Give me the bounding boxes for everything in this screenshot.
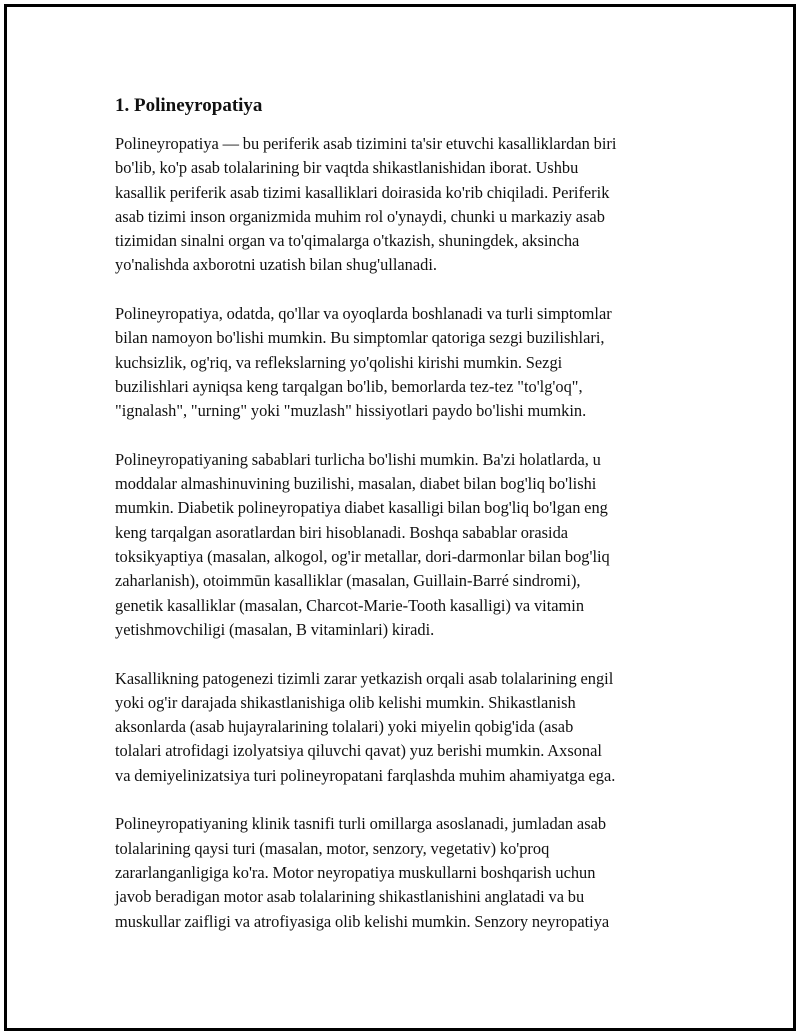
text-line: "ignalash", "urning" yoki "muzlash" hissiyotlari paydo bo'lishi mumkin. [115,401,587,421]
text-line: tizimidan sinalni organ va to'qimalarga o'tkazish, shuningdek, aksincha [115,231,580,251]
text-line: toksikyaptiya (masalan, alkogol, og'ir metallar, dori-darmonlar bilan bog'liq [115,547,610,567]
paragraph-5 [115,812,685,933]
text-line: javob beradigan motor asab tolalarining shikastlanishini anglatadi va bu [115,887,585,907]
text-line: moddalar almashinuvining buzilishi, masalan, diabet bilan bog'liq bo'lishi [115,474,597,494]
section-heading: 1. Polineyropatiya [115,95,263,116]
text-line: yetishmovchiligi (masalan, B vitaminlari) kiradi. [115,619,435,639]
text-line: yoki og'ir darajada shikastlanishiga olib kelishi mumkin. Shikastlanish [115,692,576,712]
paragraph-3 [115,448,685,642]
text-line: kasallik periferik asab tizimi kasalliklari doirasida ko'rib chiqiladi. Periferik [115,182,610,202]
text-line: bilan namoyon bo'lishi mumkin. Bu simptomlar qatoriga sezgi buzilishlari, [115,328,605,348]
text-line: Polineyropatiyaning sabablari turlicha bo'lishi mumkin. Ba'zi holatlarda, u [115,449,601,469]
text-line: keng tarqalgan asoratlardan biri hisoblanadi. Boshqa sabablar orasida [115,522,569,542]
text-line: zaharlanish), otoimmūn kasalliklar (masalan, Guillain-Barré sindromi), [115,571,581,591]
text-line: aksonlarda (asab hujayralarining tolalari) yoki miyelin qobig'ida (asab [115,717,574,737]
text-line: mumkin. Diabetik polineyropatiya diabet kasalligi bilan bog'liq bo'lgan eng [115,498,608,518]
paragraph-4 [115,667,685,788]
text-line: Polineyropatiyaning klinik tasnifi turli omillarga asoslanadi, jumladan asab [115,814,607,834]
text-line: Polineyropatiya — bu periferik asab tizimini ta'sir etuvchi kasalliklardan biri [115,134,617,153]
paragraph-1 [115,132,685,278]
paragraph-2 [115,302,685,423]
text-line: muskullar zaifligi va atrofiyasiga olib kelishi mumkin. Senzory neyropatiya [115,911,610,931]
text-line: Kasallikning patogenezi tizimli zarar yetkazish orqali asab tolalarining engil [115,668,614,688]
text-line: Polineyropatiya, odatda, qo'llar va oyoqlarda boshlanadi va turli simptomlar [115,304,612,324]
text-line: zararlanganligiga ko'ra. Motor neyropatiya muskullarni boshqarish uchun [115,862,596,882]
text-line: yo'nalishda axborotni uzatish bilan shug'ullanadi. [115,255,437,275]
text-line: tolalarining qaysi turi (masalan, motor, senzory, vegetativ) ko'proq [115,838,550,858]
text-line: genetik kasalliklar (masalan, Charcot-Marie-Tooth kasalligi) va vitamin [115,595,585,615]
text-line: bo'lib, ko'p asab tolalarining bir vaqtda shikastlanishidan iborat. Ushbu [115,158,579,178]
text-line: buzilishlari ayniqsa keng tarqalgan bo'lib, bemorlarda tez-tez "to'lg'oq", [115,376,583,396]
text-line: kuchsizlik, og'riq, va reflekslarning yo'qolishi kirishi mumkin. Sezgi [115,352,563,372]
text-line: va demiyelinizatsiya turi polineyropatani farqlashda muhim ahamiyatga ega. [115,765,616,785]
text-line: tolalari atrofidagi izolyatsiya qiluvchi qavat) yuz berishi mumkin. Axsonal [115,741,602,761]
text-line: asab tizimi inson organizmida muhim rol o'ynaydi, chunki u markaziy asab [115,206,605,226]
document-body [115,92,685,958]
